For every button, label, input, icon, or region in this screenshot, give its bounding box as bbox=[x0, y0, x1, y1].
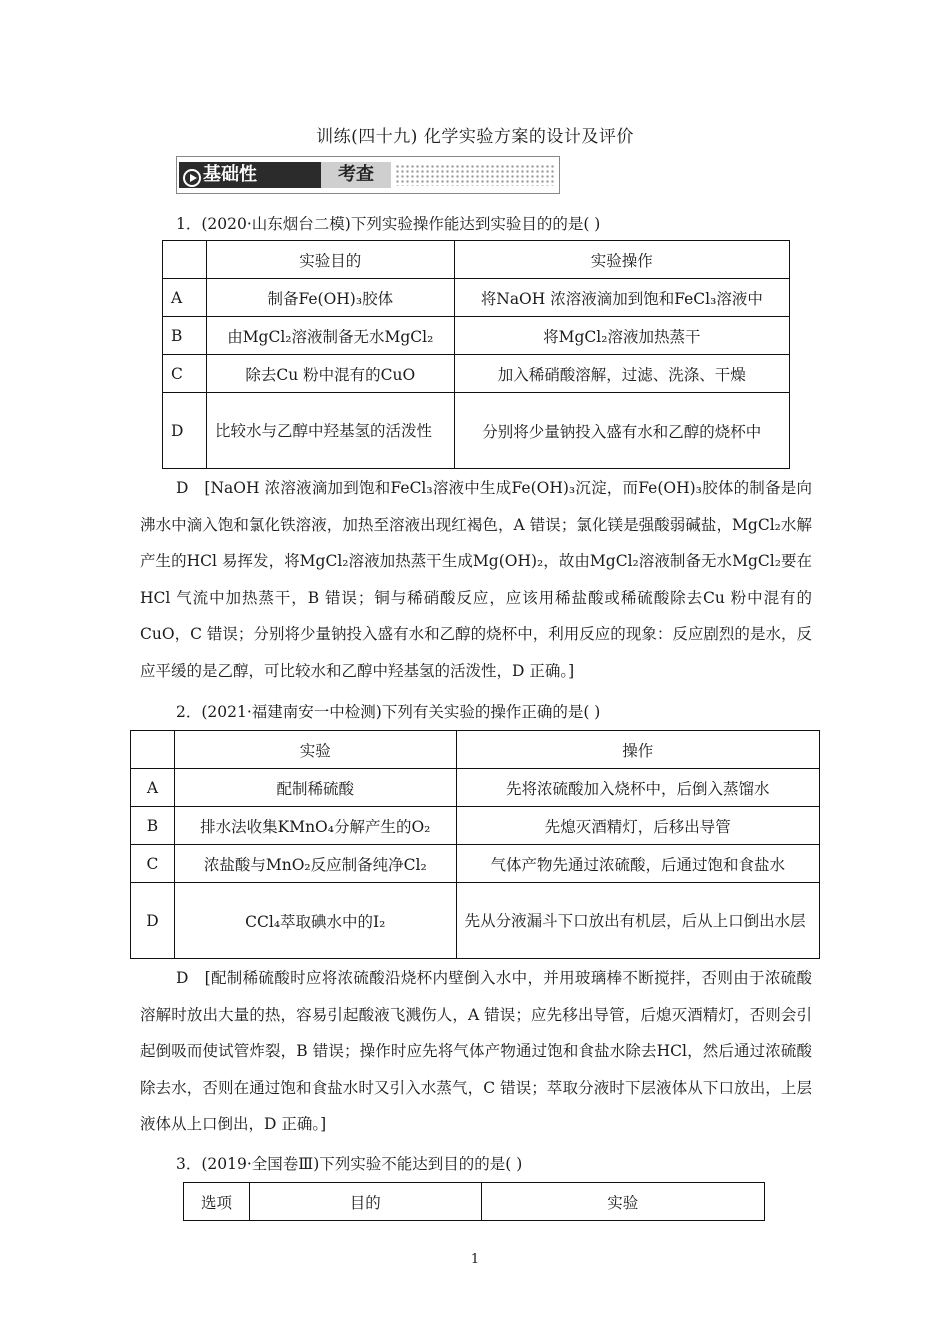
table-row bbox=[163, 393, 790, 469]
question-3-table bbox=[183, 1182, 765, 1221]
page-number: 1 bbox=[470, 1252, 480, 1267]
table-row bbox=[131, 769, 820, 807]
aim-cell: 除去Cu 粉中混有的CuO bbox=[206, 355, 454, 393]
header-cell: 实验 bbox=[481, 1183, 765, 1221]
aim-cell: 由MgCl₂溶液制备无水MgCl₂ bbox=[206, 317, 454, 355]
table-row bbox=[163, 317, 790, 355]
question-1-stem: 1．(2020·山东烟台二模)下列实验操作能达到实验目的的是( ) bbox=[176, 215, 601, 233]
operation-cell: 气体产物先通过浓硫酸，后通过饱和食盐水 bbox=[456, 845, 819, 883]
header-cell: 操作 bbox=[456, 731, 819, 769]
aim-cell: 比较水与乙醇中羟基氢的活泼性 bbox=[206, 393, 454, 469]
option-cell: D bbox=[131, 883, 175, 959]
question-3-stem: 3．(2019·全国卷Ⅲ)下列实验不能达到目的的是( ) bbox=[176, 1155, 523, 1173]
table-row bbox=[131, 883, 820, 959]
operation-cell: 先将浓硫酸加入烧杯中，后倒入蒸馏水 bbox=[456, 769, 819, 807]
header-cell: 实验 bbox=[174, 731, 456, 769]
table-header-row bbox=[163, 241, 790, 279]
operation-cell: 将MgCl₂溶液加热蒸干 bbox=[454, 317, 789, 355]
question-1-table bbox=[162, 240, 790, 469]
option-cell: B bbox=[163, 317, 207, 355]
banner-light-label: 考查 bbox=[321, 162, 391, 188]
table-row bbox=[131, 807, 820, 845]
operation-cell: 分别将少量钠投入盛有水和乙醇的烧杯中 bbox=[454, 393, 789, 469]
aim-cell: 配制稀硫酸 bbox=[174, 769, 456, 807]
banner-dot-pattern bbox=[395, 164, 555, 186]
option-cell: A bbox=[131, 769, 175, 807]
header-cell: 实验操作 bbox=[454, 241, 789, 279]
table-header-row bbox=[184, 1183, 765, 1221]
option-cell: B bbox=[131, 807, 175, 845]
operation-cell: 将NaOH 浓溶液滴加到饱和FeCl₃溶液中 bbox=[454, 279, 789, 317]
table-row bbox=[131, 845, 820, 883]
table-row bbox=[163, 355, 790, 393]
operation-cell: 先熄灭酒精灯，后移出导管 bbox=[456, 807, 819, 845]
header-cell: 选项 bbox=[184, 1183, 250, 1221]
table-header-row bbox=[131, 731, 820, 769]
question-2-stem: 2．(2021·福建南安一中检测)下列有关实验的操作正确的是( ) bbox=[176, 703, 601, 721]
option-cell: D bbox=[163, 393, 207, 469]
header-cell: 实验目的 bbox=[206, 241, 454, 279]
operation-cell: 先从分液漏斗下口放出有机层，后从上口倒出水层 bbox=[456, 883, 819, 959]
table-row bbox=[163, 279, 790, 317]
option-cell: C bbox=[131, 845, 175, 883]
aim-cell: 浓盐酸与MnO₂反应制备纯净Cl₂ bbox=[174, 845, 456, 883]
aim-cell: CCl₄萃取碘水中的I₂ bbox=[174, 883, 456, 959]
header-cell bbox=[131, 731, 175, 769]
aim-cell: 制备Fe(OH)₃胶体 bbox=[206, 279, 454, 317]
play-circle-icon bbox=[183, 169, 201, 187]
header-cell bbox=[163, 241, 207, 279]
operation-cell: 加入稀硝酸溶解，过滤、洗涤、干燥 bbox=[454, 355, 789, 393]
header-cell: 目的 bbox=[249, 1183, 481, 1221]
option-cell: C bbox=[163, 355, 207, 393]
page-title: 训练(四十九) 化学实验方案的设计及评价 bbox=[316, 127, 634, 147]
aim-cell: 排水法收集KMnO₄分解产生的O₂ bbox=[174, 807, 456, 845]
question-2-table bbox=[130, 730, 820, 959]
section-banner bbox=[176, 156, 560, 194]
question-1-answer: D [NaOH 浓溶液滴加到饱和FeCl₃溶液中生成Fe(OH)₃沉淀，而Fe(OH)₃胶体的制备是向沸水中滴入饱和氯化铁溶液，加热至溶液出现红褐色，A 错误；氯化镁是强酸弱碱盐，MgCl₂水解产生的HCl 易挥发，将MgCl₂溶液加热蒸干生成Mg(OH)₂，故由MgCl₂溶液制备无水MgCl₂要在HCl 气流中加热蒸干，B 错误；铜与稀硝酸反应，应该用稀盐酸或稀硫酸除去Cu 粉中混有的CuO，C 错误；分别将少量钠投入盛有水和乙醇的烧杯中，利用反应的现象：反应剧烈的是水，反应平缓的是乙醇，可比较水和乙醇中羟基氢的活泼性，D 正确。] bbox=[140, 479, 812, 680]
option-cell: A bbox=[163, 279, 207, 317]
question-2-answer: D [配制稀硫酸时应将浓硫酸沿烧杯内壁倒入水中，并用玻璃棒不断搅拌，否则由于浓硫酸溶解时放出大量的热，容易引起酸液飞溅伤人，A 错误；应先移出导管，后熄灭酒精灯，否则会引起倒吸而使试管炸裂，B 错误；操作时应先将气体产物通过饱和食盐水除去HCl，然后通过浓硫酸除去水，否则在通过饱和食盐水时又引入水蒸气，C 错误；萃取分液时下层液体从下口放出，上层液体从上口倒出，D 正确。] bbox=[140, 969, 812, 1133]
banner-dark-label: 基础性 bbox=[179, 162, 321, 188]
